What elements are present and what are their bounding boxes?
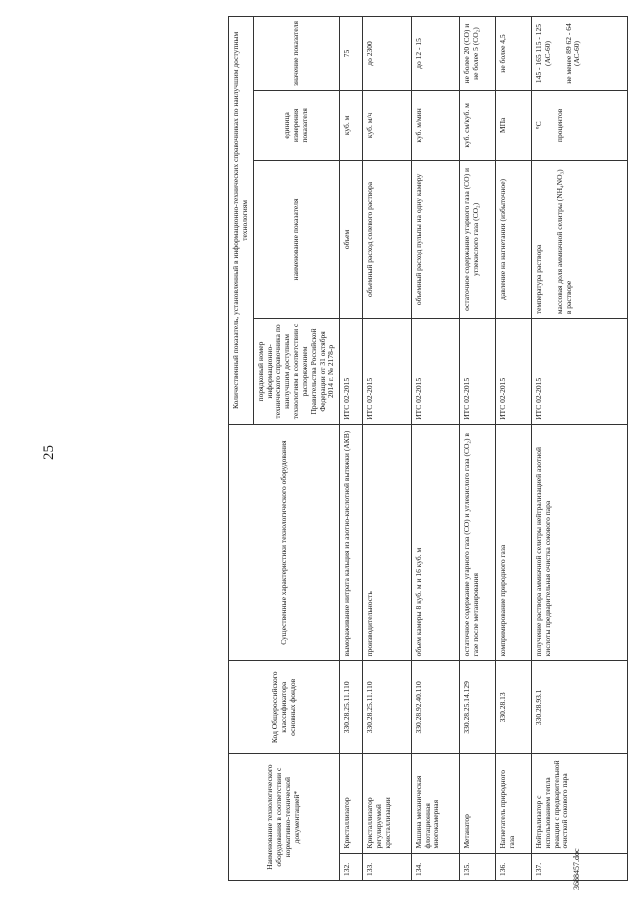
okof-code: 330.28.25.11.110 bbox=[340, 661, 363, 754]
indicator-name: объем bbox=[340, 160, 363, 318]
characteristics: получение раствора аммиачной селитры нейтрализацией азотной кислоты предварительная очистка соковогo пара bbox=[531, 424, 627, 661]
indicator-unit: °C bbox=[533, 121, 543, 130]
okof-code: 330.28.25.11.110 bbox=[363, 661, 412, 754]
indicator-name: объемный расход пульпы на одну камеру bbox=[411, 160, 460, 318]
equipment-name: Кристаллизатор регулируемой кристаллизации bbox=[363, 754, 412, 853]
table-row bbox=[531, 17, 627, 881]
indicator-value: 145 - 165 115 - 125 (АС-60) bbox=[533, 23, 552, 84]
footer-filename: 3688457.doc bbox=[572, 848, 581, 890]
row-number: 135. bbox=[460, 853, 496, 880]
rotated-table-wrapper bbox=[228, 16, 628, 881]
indicator-name: объемный расход солевого раствора bbox=[363, 160, 412, 318]
equipment-name: Нейтрализатор с использованием тепла реакции с предварительной очисткой соковогo пара bbox=[531, 754, 627, 853]
indicator-name: массовая доля аммиачной селитры (NH₄NO₃) в растворе bbox=[554, 169, 573, 315]
indicator-value: не более 4,5 bbox=[496, 17, 532, 91]
characteristics: производительность bbox=[363, 424, 412, 661]
header-code: Код Общероссийского классификатора основных фондов bbox=[229, 661, 340, 754]
row-number: 132. bbox=[340, 853, 363, 880]
indicator-name: давление на нагнетании (избыточное) bbox=[496, 160, 532, 318]
equipment-table bbox=[228, 16, 628, 881]
equipment-name: Кристаллизатор bbox=[340, 754, 363, 853]
page-number: 25 bbox=[41, 445, 57, 460]
okof-code: 330.28.25.14.129 bbox=[460, 661, 496, 754]
indicator-value: 75 bbox=[340, 17, 363, 91]
characteristics: компримирование природного газа bbox=[496, 424, 532, 661]
okof-code: 330.28.13 bbox=[496, 661, 532, 754]
indicator-unit: куб. м bbox=[340, 91, 363, 161]
header-characteristics: Существенные характеристики технологического оборудования bbox=[229, 424, 340, 661]
table-row bbox=[460, 17, 496, 881]
indicator-unit: процентов bbox=[554, 108, 564, 143]
header-value: значение показателя bbox=[253, 17, 340, 91]
okof-code: 330.28.92.40.110 bbox=[411, 661, 460, 754]
equipment-name: Нагнетатель природного газа bbox=[496, 754, 532, 853]
indicator-unit: куб. м/ч bbox=[363, 91, 412, 161]
indicator-unit: куб. см/куб. м bbox=[460, 91, 496, 161]
indicator-value: не более 20 (CO) и не более 5 (CO₂) bbox=[460, 17, 496, 91]
indicator-unit-list bbox=[531, 91, 627, 161]
indicator-value: до 2300 bbox=[363, 17, 412, 91]
header-indicator-name: наименование показателя bbox=[253, 160, 340, 318]
its-number: ИТС 02-2015 bbox=[363, 319, 412, 425]
its-number: ИТС 02-2015 bbox=[496, 319, 532, 425]
header-unit: единица измерения показателя bbox=[253, 91, 340, 161]
indicator-value-list bbox=[531, 17, 627, 91]
characteristics: вымораживание нитрата кальция из азотно-кислотной вытяжки (АКВ) bbox=[340, 424, 363, 661]
its-number: ИТС 02-2015 bbox=[460, 319, 496, 425]
equipment-name: Машина механическая флотационная многокамерная bbox=[411, 754, 460, 853]
indicator-value: не менее 89 62 - 64 (АС-60) bbox=[563, 23, 582, 84]
its-number: ИТС 02-2015 bbox=[531, 319, 627, 425]
row-number: 137. bbox=[531, 853, 627, 880]
its-number: ИТС 02-2015 bbox=[411, 319, 460, 425]
indicator-name-list bbox=[531, 160, 627, 318]
header-its-number: порядковый номер информационно-технического справочника по наилучшим доступным технологиям в соответствии с распоряжением Правительства Российской Федерации от 31 октября 2014 г. № 2178-р bbox=[253, 319, 340, 425]
row-number: 136. bbox=[496, 853, 532, 880]
row-number: 133. bbox=[363, 853, 412, 880]
table-row bbox=[363, 17, 412, 881]
indicator-value: до 12 - 15 bbox=[411, 17, 460, 91]
indicator-name: температура раствора bbox=[533, 244, 543, 315]
header-quantitative-group: Количественный показатель, установленный в информационно-технических справочниках по наилучшим доступным технологиям bbox=[229, 17, 254, 425]
table-row bbox=[496, 17, 532, 881]
characteristics: объем камеры 8 куб. м и 16 куб. м bbox=[411, 424, 460, 661]
table-row bbox=[411, 17, 460, 881]
table-row bbox=[340, 17, 363, 881]
its-number: ИТС 02-2015 bbox=[340, 319, 363, 425]
indicator-name: остаточное содержание угарного газа (CO) и углекислого газа (CO₂) bbox=[460, 160, 496, 318]
okof-code: 330.28.93.1 bbox=[531, 661, 627, 754]
characteristics: остаточное содержание угарного газа (CO) и углекислого газа (CO₂) в газе после метанирования bbox=[460, 424, 496, 661]
row-number: 134. bbox=[411, 853, 460, 880]
header-name: Наименование технологического оборудования в соответствии с нормативно-технической документацией* bbox=[229, 754, 340, 881]
indicator-unit: куб. м/мин bbox=[411, 91, 460, 161]
indicator-unit: МПа bbox=[496, 91, 532, 161]
equipment-name: Метанатор bbox=[460, 754, 496, 853]
